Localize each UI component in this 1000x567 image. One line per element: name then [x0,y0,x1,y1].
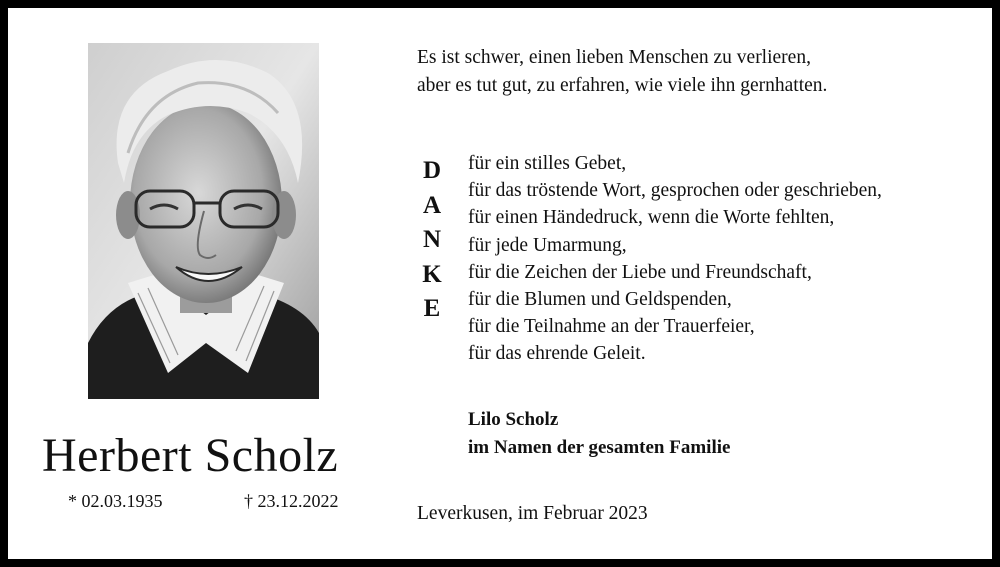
intro-line: aber es tut gut, zu erfahren, wie viele ihn gernhatten. [417,75,828,96]
thanks-line: für das ehrende Geleit. [468,343,646,365]
thanks-line: für die Blumen und Geldspenden, [468,289,732,311]
death-date: † 23.12.2022 [244,491,339,511]
danke-letter: N [422,226,442,253]
danke-letter: D [422,157,442,184]
danke-letter: K [422,260,442,288]
thanks-line: für einen Händedruck, wenn die Worte fehlten, [468,207,835,229]
thanks-line: für ein stilles Gebet, [468,153,627,174]
intro-text [417,44,827,100]
thanks-line: für das tröstende Wort, gesprochen oder geschrieben, [468,180,882,202]
place-date: Leverkusen, im Februar 2023 [417,503,648,524]
danke-letter: A [422,191,442,219]
thanks-line: für die Zeichen der Liebe und Freundschaft, [468,261,812,283]
signature-family: im Namen der gesamten Familie [468,437,731,458]
deceased-name: Herbert Scholz [42,429,339,482]
signature-block [468,406,730,462]
thanks-line: für die Teilnahme an der Trauerfeier, [468,316,755,338]
signature-name: Lilo Scholz [468,409,559,430]
thanks-list [468,150,882,368]
portrait-photo [88,43,319,399]
danke-vertical [418,154,446,327]
intro-line: Es ist schwer, einen lieben Menschen zu verlieren, [417,47,811,68]
thanks-line: für jede Umarmung, [468,234,627,256]
birth-date: * 02.03.1935 [68,491,163,511]
danke-letter: E [423,295,441,322]
